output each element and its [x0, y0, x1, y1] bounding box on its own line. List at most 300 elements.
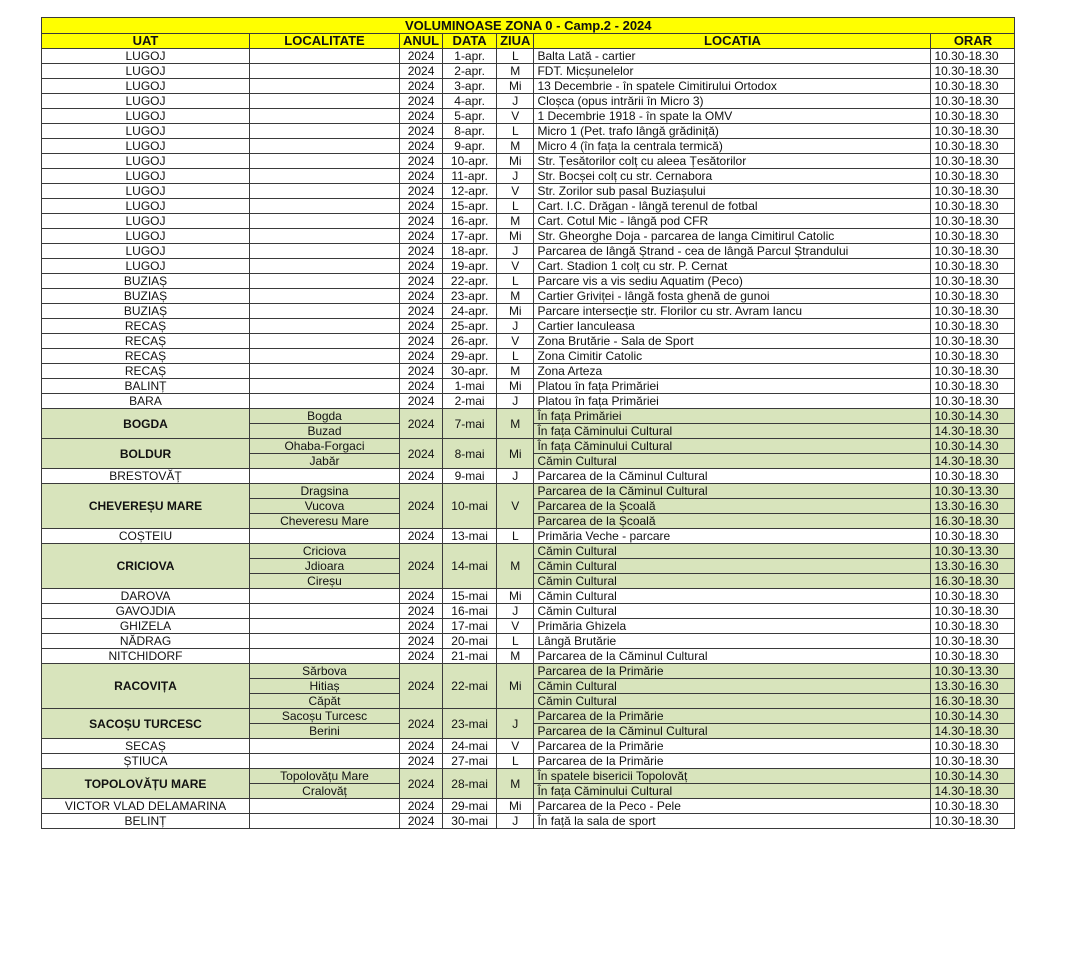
- anul-cell: 2024: [400, 619, 443, 634]
- anul-cell: 2024: [400, 289, 443, 304]
- uat-cell: LUGOJ: [42, 199, 250, 214]
- orar-cell: 10.30-18.30: [931, 589, 1015, 604]
- locatia-cell: În fața Căminului Cultural: [534, 784, 931, 799]
- data-cell: 1-apr.: [443, 49, 497, 64]
- table-row: [42, 154, 1015, 169]
- uat-cell: GAVOJDIA: [42, 604, 250, 619]
- ziua-cell: M: [497, 649, 534, 664]
- uat-cell: BELINȚ: [42, 814, 250, 829]
- table-row: [42, 709, 1015, 724]
- uat-cell: NITCHIDORF: [42, 649, 250, 664]
- ziua-cell: V: [497, 484, 534, 529]
- table-row: [42, 544, 1015, 559]
- anul-cell: 2024: [400, 169, 443, 184]
- localitate-cell: [250, 604, 400, 619]
- uat-cell: LUGOJ: [42, 169, 250, 184]
- anul-cell: 2024: [400, 139, 443, 154]
- uat-cell: LUGOJ: [42, 64, 250, 79]
- localitate-cell: Sacoșu Turcesc: [250, 709, 400, 724]
- uat-cell: BOGDA: [42, 409, 250, 439]
- orar-cell: 10.30-18.30: [931, 94, 1015, 109]
- uat-cell: LUGOJ: [42, 49, 250, 64]
- header-anul: ANUL: [400, 34, 443, 49]
- table-row: [42, 214, 1015, 229]
- data-cell: 16-apr.: [443, 214, 497, 229]
- orar-cell: 10.30-18.30: [931, 754, 1015, 769]
- uat-cell: RECAȘ: [42, 349, 250, 364]
- anul-cell: 2024: [400, 79, 443, 94]
- table-row: [42, 394, 1015, 409]
- data-cell: 30-apr.: [443, 364, 497, 379]
- anul-cell: 2024: [400, 184, 443, 199]
- locatia-cell: Cămin Cultural: [534, 544, 931, 559]
- orar-cell: 10.30-14.30: [931, 709, 1015, 724]
- ziua-cell: M: [497, 139, 534, 154]
- table-row: [42, 604, 1015, 619]
- locatia-cell: Cartier Ianculeasa: [534, 319, 931, 334]
- uat-cell: LUGOJ: [42, 259, 250, 274]
- ziua-cell: J: [497, 814, 534, 829]
- orar-cell: 10.30-18.30: [931, 349, 1015, 364]
- anul-cell: 2024: [400, 664, 443, 709]
- anul-cell: 2024: [400, 304, 443, 319]
- ziua-cell: J: [497, 469, 534, 484]
- orar-cell: 10.30-18.30: [931, 394, 1015, 409]
- locatia-cell: Str. Bocșei colț cu str. Cernabora: [534, 169, 931, 184]
- anul-cell: 2024: [400, 799, 443, 814]
- anul-cell: 2024: [400, 529, 443, 544]
- orar-cell: 10.30-18.30: [931, 799, 1015, 814]
- table-row: [42, 754, 1015, 769]
- anul-cell: 2024: [400, 64, 443, 79]
- orar-cell: 10.30-13.30: [931, 544, 1015, 559]
- locatia-cell: Parcarea de la Primărie: [534, 709, 931, 724]
- orar-cell: 10.30-18.30: [931, 274, 1015, 289]
- orar-cell: 10.30-18.30: [931, 739, 1015, 754]
- table-row: [42, 289, 1015, 304]
- table-row: [42, 364, 1015, 379]
- uat-cell: BRESTOVĂȚ: [42, 469, 250, 484]
- table-row: [42, 319, 1015, 334]
- uat-cell: LUGOJ: [42, 79, 250, 94]
- orar-cell: 10.30-14.30: [931, 769, 1015, 784]
- locatia-cell: Micro 4 (în fața la centrala termică): [534, 139, 931, 154]
- data-cell: 12-apr.: [443, 184, 497, 199]
- orar-cell: 13.30-16.30: [931, 499, 1015, 514]
- data-cell: 1-mai: [443, 379, 497, 394]
- ziua-cell: L: [497, 754, 534, 769]
- uat-cell: RECAȘ: [42, 364, 250, 379]
- orar-cell: 10.30-18.30: [931, 214, 1015, 229]
- locatia-cell: Parcarea de la Primărie: [534, 754, 931, 769]
- orar-cell: 14.30-18.30: [931, 784, 1015, 799]
- orar-cell: 10.30-18.30: [931, 124, 1015, 139]
- localitate-cell: [250, 649, 400, 664]
- anul-cell: 2024: [400, 394, 443, 409]
- localitate-cell: [250, 274, 400, 289]
- anul-cell: 2024: [400, 229, 443, 244]
- table-row: [42, 634, 1015, 649]
- table-row: [42, 379, 1015, 394]
- orar-cell: 10.30-18.30: [931, 199, 1015, 214]
- data-cell: 27-mai: [443, 754, 497, 769]
- anul-cell: 2024: [400, 109, 443, 124]
- orar-cell: 10.30-18.30: [931, 304, 1015, 319]
- locatia-cell: Cart. Stadion 1 colț cu str. P. Cernat: [534, 259, 931, 274]
- table-row: [42, 49, 1015, 64]
- localitate-cell: Topolovățu Mare: [250, 769, 400, 784]
- localitate-cell: Sărbova: [250, 664, 400, 679]
- header-data: DATA: [443, 34, 497, 49]
- locatia-cell: Zona Arteza: [534, 364, 931, 379]
- anul-cell: 2024: [400, 94, 443, 109]
- localitate-cell: [250, 619, 400, 634]
- anul-cell: 2024: [400, 214, 443, 229]
- localitate-cell: [250, 319, 400, 334]
- ziua-cell: M: [497, 214, 534, 229]
- data-cell: 16-mai: [443, 604, 497, 619]
- localitate-cell: Bogda: [250, 409, 400, 424]
- table-row: [42, 589, 1015, 604]
- localitate-cell: [250, 289, 400, 304]
- ziua-cell: Mi: [497, 664, 534, 709]
- locatia-cell: Str. Gheorghe Doja - parcarea de langa Cimitirul Catolic: [534, 229, 931, 244]
- locatia-cell: Balta Lată - cartier: [534, 49, 931, 64]
- data-cell: 14-mai: [443, 544, 497, 589]
- locatia-cell: În spatele bisericii Topolovăț: [534, 769, 931, 784]
- orar-cell: 10.30-13.30: [931, 484, 1015, 499]
- data-cell: 8-mai: [443, 439, 497, 469]
- localitate-cell: [250, 229, 400, 244]
- locatia-cell: În fața Primăriei: [534, 409, 931, 424]
- data-cell: 30-mai: [443, 814, 497, 829]
- ziua-cell: L: [497, 274, 534, 289]
- localitate-cell: Hitiaș: [250, 679, 400, 694]
- orar-cell: 10.30-18.30: [931, 169, 1015, 184]
- localitate-cell: Jabăr: [250, 454, 400, 469]
- locatia-cell: Micro 1 (Pet. trafo lângă grădiniță): [534, 124, 931, 139]
- uat-cell: BALINȚ: [42, 379, 250, 394]
- uat-cell: RECAȘ: [42, 334, 250, 349]
- localitate-cell: [250, 739, 400, 754]
- header-locatia: LOCATIA: [534, 34, 931, 49]
- locatia-cell: Parcarea de la Căminul Cultural: [534, 649, 931, 664]
- orar-cell: 10.30-18.30: [931, 244, 1015, 259]
- locatia-cell: În față la sala de sport: [534, 814, 931, 829]
- table-row: [42, 304, 1015, 319]
- table-row: [42, 529, 1015, 544]
- localitate-cell: Berini: [250, 724, 400, 739]
- localitate-cell: [250, 259, 400, 274]
- locatia-cell: Cartier Griviței - lângă fosta ghenă de gunoi: [534, 289, 931, 304]
- localitate-cell: Vucova: [250, 499, 400, 514]
- localitate-cell: [250, 469, 400, 484]
- anul-cell: 2024: [400, 634, 443, 649]
- data-cell: 25-apr.: [443, 319, 497, 334]
- uat-cell: BUZIAȘ: [42, 274, 250, 289]
- data-cell: 5-apr.: [443, 109, 497, 124]
- orar-cell: 10.30-18.30: [931, 469, 1015, 484]
- schedule-table: [41, 17, 1015, 829]
- data-cell: 26-apr.: [443, 334, 497, 349]
- ziua-cell: V: [497, 619, 534, 634]
- localitate-cell: [250, 799, 400, 814]
- ziua-cell: V: [497, 334, 534, 349]
- locatia-cell: Str. Zorilor sub pasal Buziașului: [534, 184, 931, 199]
- ziua-cell: Mi: [497, 304, 534, 319]
- ziua-cell: V: [497, 109, 534, 124]
- data-cell: 11-apr.: [443, 169, 497, 184]
- uat-cell: VICTOR VLAD DELAMARINA: [42, 799, 250, 814]
- ziua-cell: L: [497, 349, 534, 364]
- uat-cell: BUZIAȘ: [42, 304, 250, 319]
- orar-cell: 10.30-13.30: [931, 664, 1015, 679]
- orar-cell: 13.30-16.30: [931, 559, 1015, 574]
- orar-cell: 10.30-18.30: [931, 184, 1015, 199]
- data-cell: 4-apr.: [443, 94, 497, 109]
- orar-cell: 10.30-18.30: [931, 364, 1015, 379]
- orar-cell: 10.30-18.30: [931, 79, 1015, 94]
- sheet-title: VOLUMINOASE ZONA 0 - Camp.2 - 2024: [42, 18, 1015, 34]
- uat-cell: LUGOJ: [42, 184, 250, 199]
- ziua-cell: Mi: [497, 589, 534, 604]
- localitate-cell: Criciova: [250, 544, 400, 559]
- table-row: [42, 94, 1015, 109]
- uat-cell: LUGOJ: [42, 139, 250, 154]
- ziua-cell: Mi: [497, 154, 534, 169]
- uat-cell: CHEVEREȘU MARE: [42, 484, 250, 529]
- uat-cell: RECAȘ: [42, 319, 250, 334]
- uat-cell: BARA: [42, 394, 250, 409]
- table-row: [42, 259, 1015, 274]
- locatia-cell: Parcarea de la Căminul Cultural: [534, 724, 931, 739]
- orar-cell: 10.30-14.30: [931, 409, 1015, 424]
- localitate-cell: [250, 184, 400, 199]
- data-cell: 10-apr.: [443, 154, 497, 169]
- orar-cell: 10.30-18.30: [931, 634, 1015, 649]
- data-cell: 15-apr.: [443, 199, 497, 214]
- localitate-cell: [250, 304, 400, 319]
- data-cell: 22-mai: [443, 664, 497, 709]
- locatia-cell: Primăria Veche - parcare: [534, 529, 931, 544]
- localitate-cell: [250, 394, 400, 409]
- table-row: [42, 469, 1015, 484]
- localitate-cell: [250, 139, 400, 154]
- ziua-cell: M: [497, 409, 534, 439]
- header-orar: ORAR: [931, 34, 1015, 49]
- header-ziua: ZIUA: [497, 34, 534, 49]
- anul-cell: 2024: [400, 409, 443, 439]
- localitate-cell: [250, 754, 400, 769]
- locatia-cell: 1 Decembrie 1918 - în spate la OMV: [534, 109, 931, 124]
- ziua-cell: M: [497, 769, 534, 799]
- localitate-cell: Ohaba-Forgaci: [250, 439, 400, 454]
- orar-cell: 10.30-18.30: [931, 289, 1015, 304]
- table-row: [42, 79, 1015, 94]
- table-row: [42, 274, 1015, 289]
- localitate-cell: Buzad: [250, 424, 400, 439]
- anul-cell: 2024: [400, 589, 443, 604]
- localitate-cell: Cralovăț: [250, 784, 400, 799]
- localitate-cell: [250, 634, 400, 649]
- uat-cell: GHIZELA: [42, 619, 250, 634]
- table-row: [42, 139, 1015, 154]
- locatia-cell: Parcare intersecție str. Florilor cu str. Avram Iancu: [534, 304, 931, 319]
- table-row: [42, 169, 1015, 184]
- locatia-cell: Cămin Cultural: [534, 604, 931, 619]
- orar-cell: 10.30-18.30: [931, 139, 1015, 154]
- anul-cell: 2024: [400, 199, 443, 214]
- ziua-cell: J: [497, 94, 534, 109]
- ziua-cell: L: [497, 634, 534, 649]
- locatia-cell: Str. Țesătorilor colț cu aleea Țesătorilor: [534, 154, 931, 169]
- orar-cell: 14.30-18.30: [931, 724, 1015, 739]
- anul-cell: 2024: [400, 364, 443, 379]
- uat-cell: LUGOJ: [42, 124, 250, 139]
- data-cell: 2-mai: [443, 394, 497, 409]
- uat-cell: BOLDUR: [42, 439, 250, 469]
- locatia-cell: Parcarea de lângă Ștrand - cea de lângă Parcul Ștrandului: [534, 244, 931, 259]
- anul-cell: 2024: [400, 754, 443, 769]
- orar-cell: 10.30-18.30: [931, 259, 1015, 274]
- anul-cell: 2024: [400, 334, 443, 349]
- ziua-cell: L: [497, 529, 534, 544]
- table-row: [42, 439, 1015, 454]
- data-cell: 29-apr.: [443, 349, 497, 364]
- uat-cell: LUGOJ: [42, 214, 250, 229]
- ziua-cell: M: [497, 289, 534, 304]
- localitate-cell: [250, 334, 400, 349]
- data-cell: 7-mai: [443, 409, 497, 439]
- table-row: [42, 664, 1015, 679]
- orar-cell: 10.30-18.30: [931, 154, 1015, 169]
- localitate-cell: [250, 364, 400, 379]
- table-row: [42, 229, 1015, 244]
- localitate-cell: Căpăt: [250, 694, 400, 709]
- table-row: [42, 64, 1015, 79]
- uat-cell: LUGOJ: [42, 229, 250, 244]
- ziua-cell: V: [497, 739, 534, 754]
- localitate-cell: [250, 49, 400, 64]
- table-row: [42, 334, 1015, 349]
- locatia-cell: Cămin Cultural: [534, 679, 931, 694]
- table-row: [42, 649, 1015, 664]
- anul-cell: 2024: [400, 259, 443, 274]
- ziua-cell: Mi: [497, 379, 534, 394]
- data-cell: 17-apr.: [443, 229, 497, 244]
- data-cell: 9-mai: [443, 469, 497, 484]
- data-cell: 21-mai: [443, 649, 497, 664]
- locatia-cell: Parcarea de la Căminul Cultural: [534, 469, 931, 484]
- locatia-cell: Parcarea de la Peco - Pele: [534, 799, 931, 814]
- localitate-cell: [250, 169, 400, 184]
- locatia-cell: Cloșca (opus intrării în Micro 3): [534, 94, 931, 109]
- locatia-cell: Parcarea de la Primărie: [534, 739, 931, 754]
- ziua-cell: Mi: [497, 79, 534, 94]
- locatia-cell: În fața Căminului Cultural: [534, 424, 931, 439]
- ziua-cell: J: [497, 244, 534, 259]
- locatia-cell: Parcare vis a vis sediu Aquatim (Peco): [534, 274, 931, 289]
- locatia-cell: Cămin Cultural: [534, 589, 931, 604]
- locatia-cell: Parcarea de la Primărie: [534, 664, 931, 679]
- uat-cell: DAROVA: [42, 589, 250, 604]
- anul-cell: 2024: [400, 124, 443, 139]
- orar-cell: 13.30-16.30: [931, 679, 1015, 694]
- uat-cell: CRICIOVA: [42, 544, 250, 589]
- orar-cell: 10.30-18.30: [931, 619, 1015, 634]
- locatia-cell: Primăria Ghizela: [534, 619, 931, 634]
- uat-cell: COȘTEIU: [42, 529, 250, 544]
- ziua-cell: Mi: [497, 439, 534, 469]
- localitate-cell: [250, 529, 400, 544]
- data-cell: 15-mai: [443, 589, 497, 604]
- orar-cell: 16.30-18.30: [931, 514, 1015, 529]
- locatia-cell: Cămin Cultural: [534, 694, 931, 709]
- anul-cell: 2024: [400, 814, 443, 829]
- data-cell: 19-apr.: [443, 259, 497, 274]
- localitate-cell: Dragsina: [250, 484, 400, 499]
- anul-cell: 2024: [400, 49, 443, 64]
- ziua-cell: V: [497, 184, 534, 199]
- orar-cell: 16.30-18.30: [931, 574, 1015, 589]
- anul-cell: 2024: [400, 739, 443, 754]
- table-row: [42, 409, 1015, 424]
- localitate-cell: [250, 214, 400, 229]
- uat-cell: ȘTIUCA: [42, 754, 250, 769]
- table-row: [42, 184, 1015, 199]
- orar-cell: 14.30-18.30: [931, 454, 1015, 469]
- ziua-cell: V: [497, 259, 534, 274]
- orar-cell: 10.30-18.30: [931, 64, 1015, 79]
- data-cell: 20-mai: [443, 634, 497, 649]
- table-row: [42, 814, 1015, 829]
- orar-cell: 10.30-18.30: [931, 649, 1015, 664]
- orar-cell: 10.30-18.30: [931, 334, 1015, 349]
- ziua-cell: L: [497, 124, 534, 139]
- table-row: [42, 349, 1015, 364]
- data-cell: 28-mai: [443, 769, 497, 799]
- localitate-cell: [250, 379, 400, 394]
- locatia-cell: Platou în fața Primăriei: [534, 394, 931, 409]
- table-row: [42, 484, 1015, 499]
- localitate-cell: [250, 64, 400, 79]
- uat-cell: SACOȘU TURCESC: [42, 709, 250, 739]
- localitate-cell: Cheveresu Mare: [250, 514, 400, 529]
- anul-cell: 2024: [400, 709, 443, 739]
- ziua-cell: Mi: [497, 799, 534, 814]
- header-localitate: LOCALITATE: [250, 34, 400, 49]
- data-cell: 3-apr.: [443, 79, 497, 94]
- localitate-cell: [250, 814, 400, 829]
- anul-cell: 2024: [400, 604, 443, 619]
- anul-cell: 2024: [400, 379, 443, 394]
- ziua-cell: L: [497, 49, 534, 64]
- localitate-cell: [250, 124, 400, 139]
- locatia-cell: 13 Decembrie - în spatele Cimitirului Ortodox: [534, 79, 931, 94]
- ziua-cell: M: [497, 364, 534, 379]
- anul-cell: 2024: [400, 484, 443, 529]
- data-cell: 2-apr.: [443, 64, 497, 79]
- uat-cell: LUGOJ: [42, 109, 250, 124]
- anul-cell: 2024: [400, 319, 443, 334]
- locatia-cell: Cămin Cultural: [534, 559, 931, 574]
- data-cell: 23-apr.: [443, 289, 497, 304]
- orar-cell: 10.30-14.30: [931, 439, 1015, 454]
- anul-cell: 2024: [400, 469, 443, 484]
- locatia-cell: Lângă Brutărie: [534, 634, 931, 649]
- localitate-cell: [250, 109, 400, 124]
- table-body: [42, 49, 1015, 829]
